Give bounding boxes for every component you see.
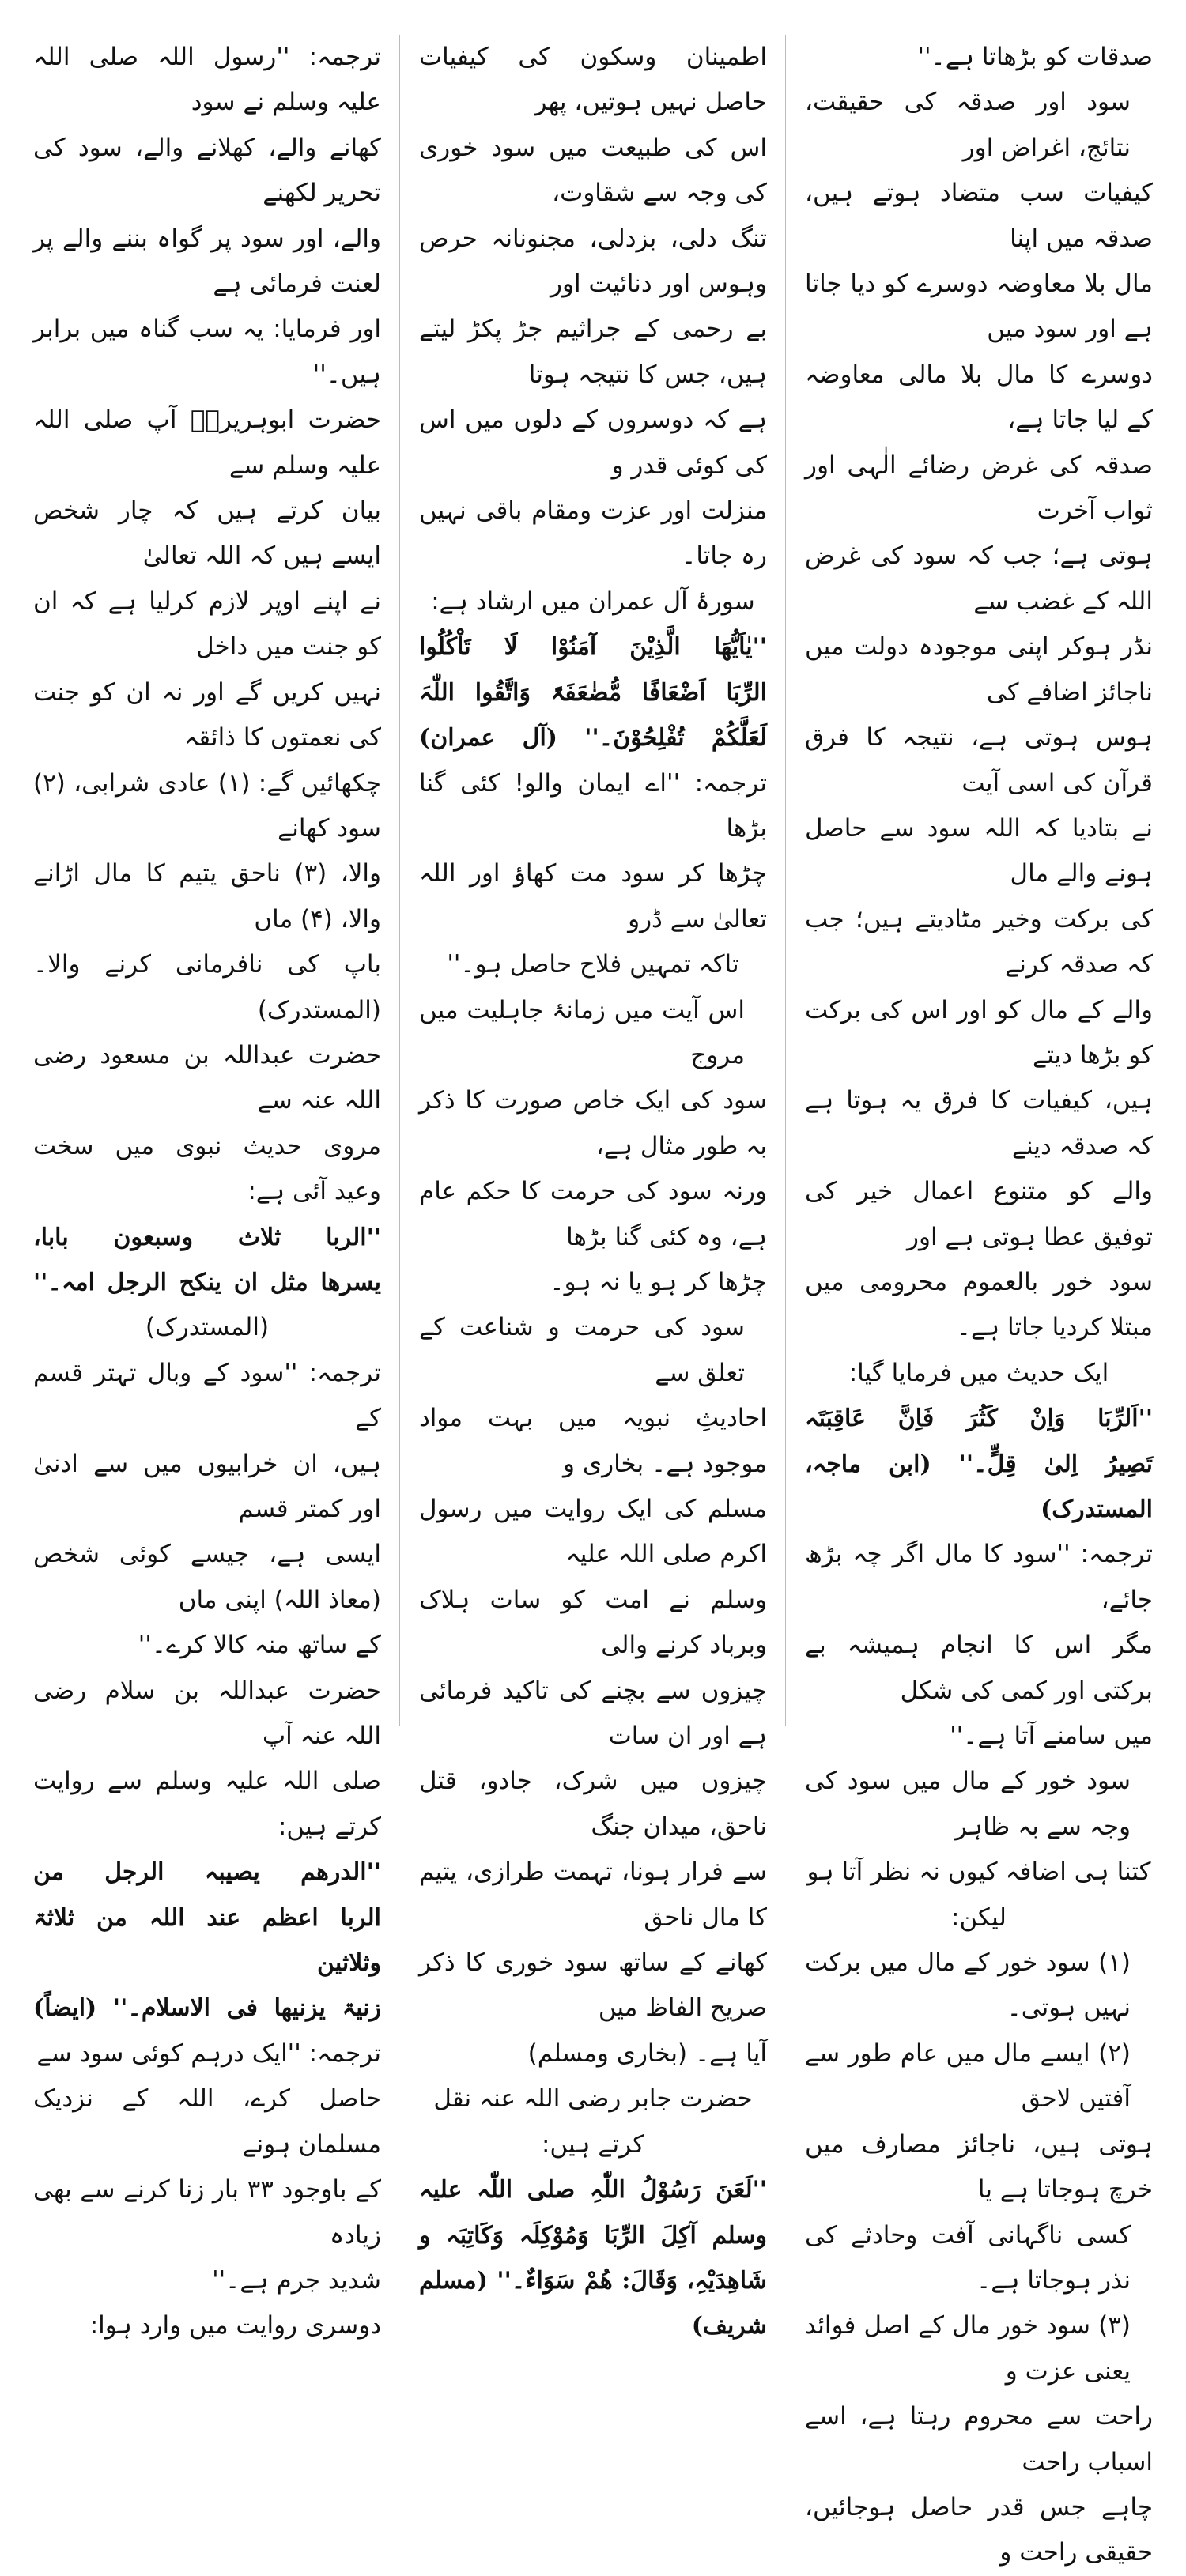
text-line: کیفیات سب متضاد ہوتے ہیں، صدقہ میں اپنا — [805, 179, 1153, 253]
text-line: ترجمہ: ''اے ایمان والو! کئی گنا بڑھا — [419, 768, 767, 843]
column-divider — [399, 35, 400, 1726]
text-line: مال بلا معاوضہ دوسرے کو دیا جاتا ہے اور سود میں — [805, 270, 1153, 344]
text-line: الرِّبَا اَضْعَافًا مُّضٰعَفَۃً وَاتَّقُوا اللّٰہَ — [419, 678, 767, 707]
text-line: ہوتی ہے؛ جب کہ سود کی غرض اللہ کے غضب سے — [805, 541, 1153, 616]
text-line: سود خور کے مال میں سود کی وجہ سے بہ ظاہر — [805, 1767, 1131, 1841]
text-line: ورنہ سود کی حرمت کا حکم عام ہے، وہ کئی گنا بڑھا — [419, 1177, 767, 1251]
text-line: مگر اس کا انجام ہمیشہ بے برکتی اور کمی کی شکل — [805, 1631, 1153, 1705]
text-line: چکھائیں گے: (۱) عادی شرابی، (۲) سود کھانے — [33, 768, 381, 843]
text-line: کے ساتھ منہ کالا کرے۔'' — [138, 1631, 381, 1660]
text-line: والے کو متنوع اعمال خیر کی توفیق عطا ہوتی ہے اور — [805, 1177, 1153, 1251]
text-line: بیان کرتے ہیں کہ چار شخص ایسے ہیں کہ اللہ تعالیٰ — [33, 496, 381, 571]
text-line: نہیں کریں گے اور نہ ان کو جنت کی نعمتوں کا ذائقہ — [33, 677, 381, 752]
text-line: چیزوں سے بچنے کی تاکید فرمائی ہے اور ان سات — [419, 1676, 767, 1751]
text-line: ہے کہ دوسروں کے دلوں میں اس کی کوئی قدر و — [419, 405, 767, 480]
text-line: ''الربا ثلاث وسبعون بابا، — [33, 1223, 381, 1251]
text-line: سود کی ایک خاص صورت کا ذکر بہ طور مثال ہے، — [419, 1086, 767, 1160]
text-line: شَاھِدَیْہِ، وَقَالَ: ھُمْ سَوَاءٌ۔'' (مسلم شریف) — [419, 2266, 767, 2340]
text-line: چڑھا کر سود مت کھاؤ اور اللہ تعالیٰ سے ڈرو — [419, 859, 767, 933]
text-line: الربا اعظم عند اللہ من ثلاثۃ وثلاثین — [33, 1903, 381, 1978]
text-line: کسی ناگہانی آفت وحادثے کی نذر ہوجاتا ہے۔ — [805, 2220, 1131, 2295]
text-line: ''الدرھم یصیبہ الرجل من — [33, 1858, 381, 1887]
text-line: (المستدرک) — [145, 1313, 270, 1342]
text-line: تاکہ تمہیں فلاح حاصل ہو۔'' — [447, 950, 739, 979]
text-line: حضرت عبداللہ بن سلام رضی اللہ عنہ آپ — [33, 1676, 381, 1751]
text-line: سے فرار ہونا، تہمت طرازی، یتیم کا مال ناحق — [419, 1858, 767, 1932]
text-line: کے باوجود ۳۳ بار زنا کرنے سے بھی زیادہ — [33, 2175, 382, 2250]
text-line: والے، اور سود پر گواہ بننے والے پر لعنت فرمائی ہے — [33, 224, 381, 299]
text-line: ''یٰاَیُّھَا الَّذِیْنَ آمَنُوْا لَا تَاْکُلُوا — [419, 633, 767, 662]
text-line: حضرت ابوہریرہؓ آپ صلی اللہ علیہ وسلم سے — [33, 405, 381, 480]
text-line: ترجمہ: ''رسول اللہ صلی اللہ علیہ وسلم نے سود — [33, 43, 381, 117]
text-line: والے کے مال کو اور اس کی برکت کو بڑھا دیتے — [805, 995, 1153, 1069]
text-line: سود کی حرمت و شناعت کے تعلق سے — [419, 1313, 745, 1387]
text-line: تنگ دلی، بزدلی، مجنونانہ حرص وہوس اور دنائیت اور — [419, 224, 767, 299]
text-line: (۲) ایسے مال میں عام طور سے آفتیں لاحق — [805, 2039, 1131, 2114]
text-line: سود خور بالعموم محرومی میں مبتلا کردیا جاتا ہے۔ — [805, 1267, 1153, 1342]
text-line: ہیں، ان خرابیوں میں سے ادنیٰ اور کمتر قسم — [33, 1449, 381, 1523]
text-line: تَصِیرُ اِلیٰ قِلٍّ۔'' (ابن ماجہ، المستدرک) — [805, 1450, 1153, 1523]
text-line: نے اپنے اوپر لازم کرلیا ہے کہ ان کو جنت میں داخل — [33, 586, 381, 662]
text-line: (۳) سود خور مال کے اصل فوائد یعنی عزت و — [805, 2311, 1131, 2386]
text-line: حضرت عبداللہ بن مسعود رضی اللہ عنہ سے — [33, 1040, 381, 1115]
text-line: کی برکت وخیر مٹادیتے ہیں؛ جب کہ صدقہ کرنے — [805, 904, 1153, 979]
text-line: ''اَلرِّبَا وَاِنْ کَثُرَ فَاِنَّ عَاقِبَتَہ — [805, 1405, 1153, 1433]
text-line: دوسری روایت میں وارد ہوا: — [89, 2311, 381, 2340]
text-line: ہوتی ہیں، ناجائز مصارف میں خرچ ہوجاتا ہے یا — [805, 2129, 1153, 2204]
text-line: ترجمہ: ''ایک درہم کوئی سود سے — [36, 2039, 381, 2068]
text-line: منزلت اور عزت ومقام باقی نہیں رہ جاتا۔ — [419, 496, 767, 571]
text-line: اس آیت میں زمانۂ جاہلیت میں مروج — [419, 995, 745, 1069]
text-line: کھانے والے، کھلانے والے، سود کی تحریر لکھنے — [33, 133, 381, 208]
text-line: کتنا ہی اضافہ کیوں نہ نظر آتا ہو لیکن: — [806, 1858, 1151, 1932]
text-line: سورۂ آل عمران میں ارشاد ہے: — [431, 586, 755, 616]
text-line: احادیثِ نبویہ میں بہت مواد موجود ہے۔ بخاری و — [419, 1404, 767, 1478]
text-line: لَعَلَّکُمْ تُفْلِحُوْنَ۔'' (آل عمران) — [419, 724, 767, 752]
text-line: سود اور صدقہ کی حقیقت، نتائج، اغراض اور — [805, 88, 1131, 162]
text-line: ترجمہ: ''سود کے وبال تہتر قسم کے — [33, 1358, 381, 1433]
text-line: چیزوں میں شرک، جادو، قتل ناحق، میدان جنگ — [419, 1767, 767, 1841]
text-line: حضرت جابر رضی اللہ عنہ نقل کرتے ہیں: — [433, 2084, 753, 2159]
text-line: صدقہ کی غرض رضائے الٰہی اور ثواب آخرت — [805, 451, 1153, 526]
text-line: ہیں، کیفیات کا فرق یہ ہوتا ہے کہ صدقہ دینے — [805, 1086, 1153, 1160]
text-line: بے رحمی کے جراثیم جڑ پکڑ لیتے ہیں، جس کا نتیجہ ہوتا — [419, 315, 767, 389]
text-line: ''لَعَنَ رَسُوْلُ اللّٰہِ صلی اللّٰہ علیہ — [419, 2176, 767, 2204]
text-line: وسلم نے امت کو سات ہلاک وبرباد کرنے والی — [419, 1585, 767, 1660]
column-middle — [419, 35, 767, 2340]
text-line: وسلم آکِلَ الرِّبَا وَمُوْکِلَہ وَکَاتِبَہ و — [419, 2221, 767, 2250]
column-left — [33, 35, 382, 2340]
text-line: ترجمہ: ''سود کا مال اگر چہ بڑھ جائے، — [805, 1540, 1153, 1614]
text-line: نے بتادیا کہ اللہ سود سے حاصل ہونے والے مال — [805, 813, 1153, 888]
text-line: ایک حدیث میں فرمایا گیا: — [848, 1358, 1109, 1387]
text-line: مروی حدیث نبوی میں سخت وعید آئی ہے: — [33, 1131, 381, 1206]
text-line: حاصل کرے، اللہ کے نزدیک مسلمان ہونے — [33, 2084, 381, 2159]
text-line: صلی اللہ علیہ وسلم سے روایت کرتے ہیں: — [33, 1767, 381, 1841]
text-line: اس کی طبیعت میں سود خوری کی وجہ سے شقاوت، — [419, 133, 767, 208]
column-right — [805, 35, 1153, 2567]
text-line: دوسرے کا مال بلا مالی معاوضہ کے لیا جاتا ہے، — [805, 360, 1153, 435]
text-line: آیا ہے۔ (بخاری ومسلم) — [527, 2039, 767, 2068]
text-line: میں سامنے آتا ہے۔'' — [950, 1722, 1153, 1751]
text-line: ایسی ہے، جیسے کوئی شخص (معاذ اللہ) اپنی ماں — [33, 1540, 381, 1614]
text-line: ہوس ہوتی ہے، نتیجہ کا فرق قرآن کی اسی آیت — [805, 723, 1153, 798]
text-line: اطمینان وسکون کی کیفیات حاصل نہیں ہوتیں، پھر — [419, 43, 767, 117]
text-line: اور فرمایا: یہ سب گناہ میں برابر ہیں۔'' — [33, 315, 381, 389]
text-line: شدید جرم ہے۔'' — [212, 2265, 381, 2295]
text-line: باپ کی نافرمانی کرنے والا۔ (المستدرک) — [33, 950, 381, 1024]
text-line: مسلم کی ایک روایت میں رسول اکرم صلی اللہ علیہ — [419, 1495, 767, 1569]
text-line: نڈر ہوکر اپنی موجودہ دولت میں ناجائز اضافے کی — [805, 632, 1153, 707]
text-line: راحت سے محروم رہتا ہے، اسے اسباب راحت — [805, 2402, 1153, 2476]
text-line: صدقات کو بڑھاتا ہے۔'' — [917, 43, 1153, 71]
text-line: والا، (۳) ناحق یتیم کا مال اڑانے والا، (۴) ماں — [33, 859, 381, 933]
text-line: یسرھا مثل ان ینکح الرجل امہ۔'' — [33, 1268, 381, 1296]
text-line: کھانے کے ساتھ سود خوری کا ذکر صریح الفاظ میں — [419, 1948, 767, 2023]
column-divider — [785, 35, 786, 1726]
text-line: چڑھا کر ہو یا نہ ہو۔ — [550, 1267, 767, 1296]
text-line: چاہے جس قدر حاصل ہوجائیں، حقیقی راحت و — [805, 2492, 1153, 2567]
text-line: (۱) سود خور کے مال میں برکت نہیں ہوتی۔ — [805, 1948, 1131, 2023]
text-line: زنیۃ یزنیھا فی الاسلام۔'' (ایضاً) — [33, 1994, 381, 2023]
